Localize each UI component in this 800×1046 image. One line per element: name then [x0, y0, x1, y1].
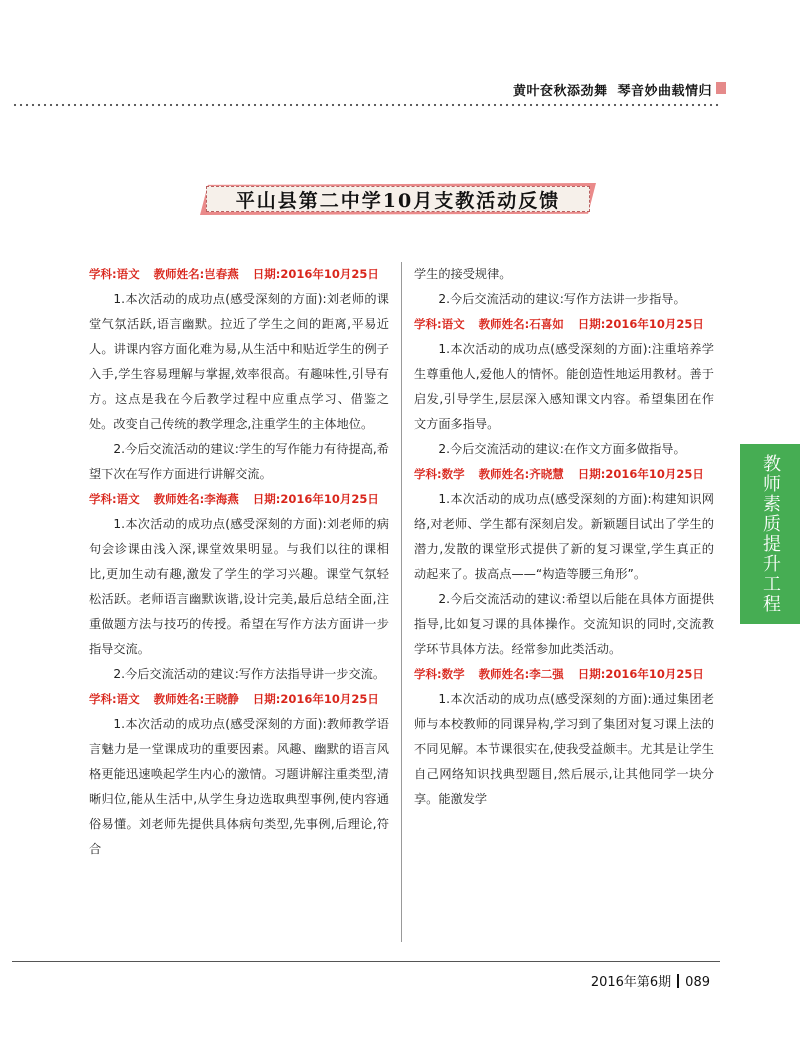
entry-date: 日期:2016年10月25日 [577, 467, 704, 481]
running-header [513, 80, 712, 99]
entry-continuation: 学生的接受规律。 [414, 267, 512, 281]
page-title: 平山县第二中学10月支教活动反馈 [206, 186, 590, 212]
entry-subject: 学科:语文 [89, 492, 140, 506]
left-column [89, 262, 389, 862]
entry-date: 日期:2016年10月25日 [577, 667, 704, 681]
footer-separator [677, 974, 679, 988]
entry-teacher: 教师姓名:李海燕 [153, 492, 239, 506]
entry-header [414, 462, 714, 487]
entry-header [89, 262, 389, 287]
entry-suggestion: 2.今后交流活动的建议:学生的写作能力有待提高,希望下次在写作方面进行讲解交流。 [89, 442, 389, 481]
entry-success-point: 1.本次活动的成功点(感受深刻的方面):通过集团老师与本校教师的同课异构,学习到了集团对复习课上法的不同见解。本节课很实在,使我受益颇丰。尤其是让学生自己网络知识找典型题目,然后展示,让其他同学一块分享。能激发学 [414, 692, 714, 806]
entry-success-point: 1.本次活动的成功点(感受深刻的方面):构建知识网络,对老师、学生都有深刻启发。新颖题目试出了学生的潜力,发散的课堂形式提供了新的复习课堂,学生真正的动起来了。拔高点——“构造等腰三角形”。 [414, 492, 714, 581]
page-number: 089 [685, 975, 710, 990]
running-header-right: 琴音妙曲载情归 [617, 84, 712, 99]
header-dotted-rule [12, 103, 720, 107]
entry-header [89, 487, 389, 512]
entry-date: 日期:2016年10月25日 [252, 492, 379, 506]
entry-success-point: 1.本次活动的成功点(感受深刻的方面):刘老师的病句会诊课由浅入深,课堂效果明显。与我们以往的课相比,更加生动有趣,激发了学生的学习兴趣。课堂气氛轻松活跃。老师语言幽默诙谐,设计完美,最后总结全面,注重做题方法与技巧的传授。希望在写作方法方面讲一步指导交流。 [89, 517, 389, 656]
entry-success-point: 1.本次活动的成功点(感受深刻的方面):教师教学语言魅力是一堂课成功的重要因素。风趣、幽默的语言风格更能迅速唤起学生内心的激情。习题讲解注重类型,清晰归位,能从生活中,从学生身边选取典型事例,使内容通俗易懂。刘老师先提供具体病句类型,先事例,后理论,符合 [89, 717, 389, 856]
entry-subject: 学科:语文 [414, 317, 465, 331]
entry-suggestion: 2.今后交流活动的建议:写作方法讲一步指导。 [438, 292, 686, 306]
entry-header [414, 662, 714, 687]
entry-subject: 学科:语文 [89, 692, 140, 706]
entry-subject: 学科:数学 [414, 467, 465, 481]
entry-date: 日期:2016年10月25日 [577, 317, 704, 331]
entry-success-point: 1.本次活动的成功点(感受深刻的方面):注重培养学生尊重他人,爱他人的情怀。能创造性地运用教材。善于启发,引导学生,层层深入感知课文内容。希望集团在作文方面多指导。 [414, 342, 714, 431]
issue-label: 2016年第6期 [590, 975, 672, 990]
header-marker [716, 82, 726, 94]
section-side-tab-label: 教师素质提升工程 [760, 454, 781, 614]
entry-subject: 学科:数学 [414, 667, 465, 681]
right-column [414, 262, 714, 812]
entry-teacher: 教师姓名:石喜如 [478, 317, 564, 331]
entry-suggestion: 2.今后交流活动的建议:在作文方面多做指导。 [438, 442, 686, 456]
entry-suggestion: 2.今后交流活动的建议:希望以后能在具体方面提供指导,比如复习课的具体操作。交流知识的同时,交流教学环节具体方法。经常参加此类活动。 [414, 592, 714, 656]
entry-date: 日期:2016年10月25日 [252, 267, 379, 281]
entry-teacher: 教师姓名:王晓静 [153, 692, 239, 706]
running-header-left: 黄叶奁秋添劲舞 [512, 84, 608, 99]
footer-rule [12, 961, 720, 962]
entry-suggestion: 2.今后交流活动的建议:写作方法指导讲一步交流。 [113, 667, 386, 681]
entry-header [89, 687, 389, 712]
entry-success-point: 1.本次活动的成功点(感受深刻的方面):刘老师的课堂气氛活跃,语言幽默。拉近了学生之间的距离,平易近人。讲课内容方面化难为易,从生活中和贴近学生的例子入手,学生容易理解与掌握,效率很高。有趣味性,引导有方。这点是我在今后教学过程中应重点学习、借鉴之处。改变自己传统的教学理念,注重学生的主体地位。 [89, 292, 389, 431]
section-side-tab [740, 444, 800, 624]
column-divider [401, 262, 402, 942]
entry-teacher: 教师姓名:岂春燕 [153, 267, 239, 281]
entry-date: 日期:2016年10月25日 [252, 692, 379, 706]
entry-subject: 学科:语文 [89, 267, 140, 281]
page-footer [591, 971, 710, 990]
entry-header [414, 312, 714, 337]
entry-teacher: 教师姓名:齐晓慧 [478, 467, 564, 481]
entry-teacher: 教师姓名:李二强 [478, 667, 564, 681]
